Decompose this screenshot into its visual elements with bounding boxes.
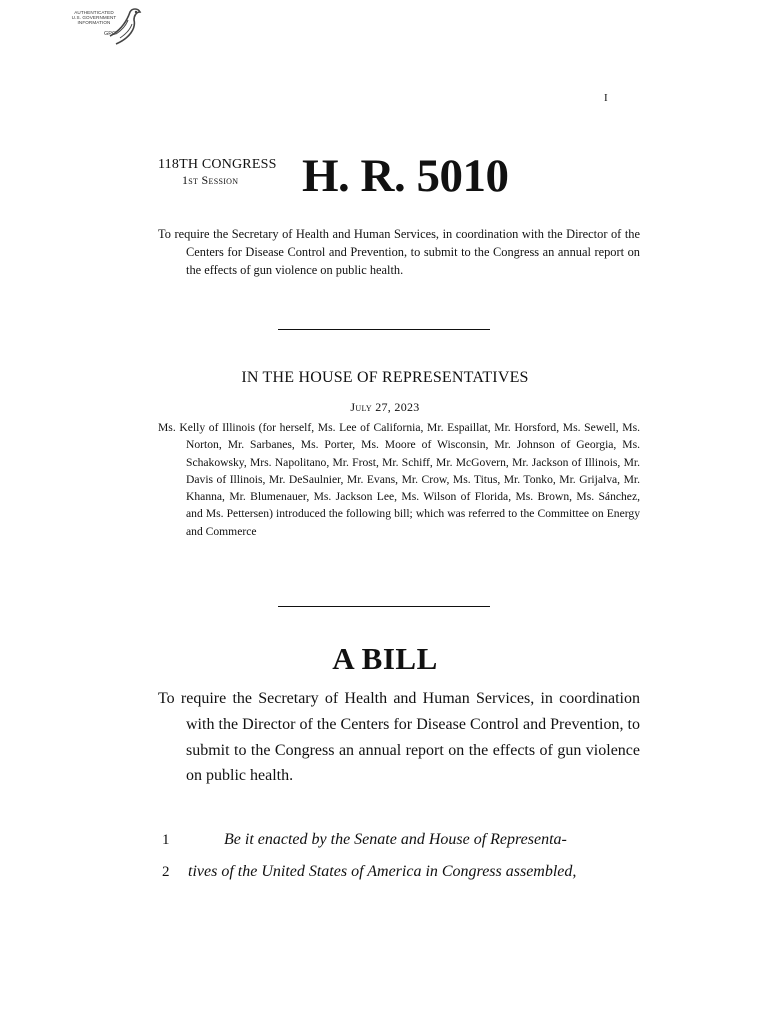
gpo-authentication-seal — [60, 4, 148, 48]
enacting-clause-line1: Be it enacted by the Senate and House of Representa- — [224, 831, 567, 848]
seal-text-line1: AUTHENTICATED — [74, 10, 114, 15]
line-number: 1 — [162, 832, 170, 848]
line-number: 2 — [162, 864, 170, 880]
introduction-date: July 27, 2023 — [350, 400, 420, 414]
bill-heading: A BILL — [332, 641, 438, 676]
sponsors-paragraph: Ms. Kelly of Illinois (for herself, Ms. Lee of California, Mr. Espaillat, Mr. Horsford, Ms. Sewell, Ms. Norton, Mr. Sarbanes, Ms. Porter, Ms. Moore of Wisconsin, Mr. Johnson of Georgia, Ms. Schakowsky, Mrs. Napolitano, Mr. Frost, Mr. Schiff, Mr. McGovern, Mr. Jackson of Illinois, Mr. Davis of Illinois, Mr. DeSaulnier, Mr. Evans, Mr. Crow, Ms. Titus, Mr. Tonko, Mr. Grijalva, Mr. Khanna, Mr. Blumenauer, Ms. Jackson Lee, Ms. Wilson of Florida, Ms. Brown, Ms. Sánchez, and Ms. Pettersen) introduced the following bill; which was referred to the Committee on Energy and Commerce — [158, 421, 640, 538]
eagle-icon — [106, 6, 146, 48]
divider — [278, 606, 490, 607]
seal-text-line2: U.S. GOVERNMENT — [71, 15, 117, 21]
congress-label: 118TH CONGRESS — [158, 157, 277, 172]
bill-purpose: To require the Secretary of Health and Human Services, in coordination with the Director of the Centers for Disease Control and Prevention, to submit to the Congress an annual report on the effects of gun violence on public health. — [158, 690, 640, 785]
enacting-clause-line2: tives of the United States of America in Congress assembled, — [188, 863, 577, 880]
divider — [278, 329, 490, 330]
bill-number: H. R. 5010 — [302, 150, 509, 202]
seal-text-line3: INFORMATION — [77, 20, 111, 26]
page-number: I — [604, 92, 608, 104]
purpose-summary: To require the Secretary of Health and Human Services, in coordination with the Director of the Centers for Disease Control and Prevention, to submit to the Congress an annual report on the effects of gun violence on public health. — [158, 227, 640, 277]
seal-gpo-label: GPO — [104, 31, 117, 37]
session-label: 1st Session — [182, 173, 239, 187]
house-heading: IN THE HOUSE OF REPRESENTATIVES — [241, 369, 529, 386]
